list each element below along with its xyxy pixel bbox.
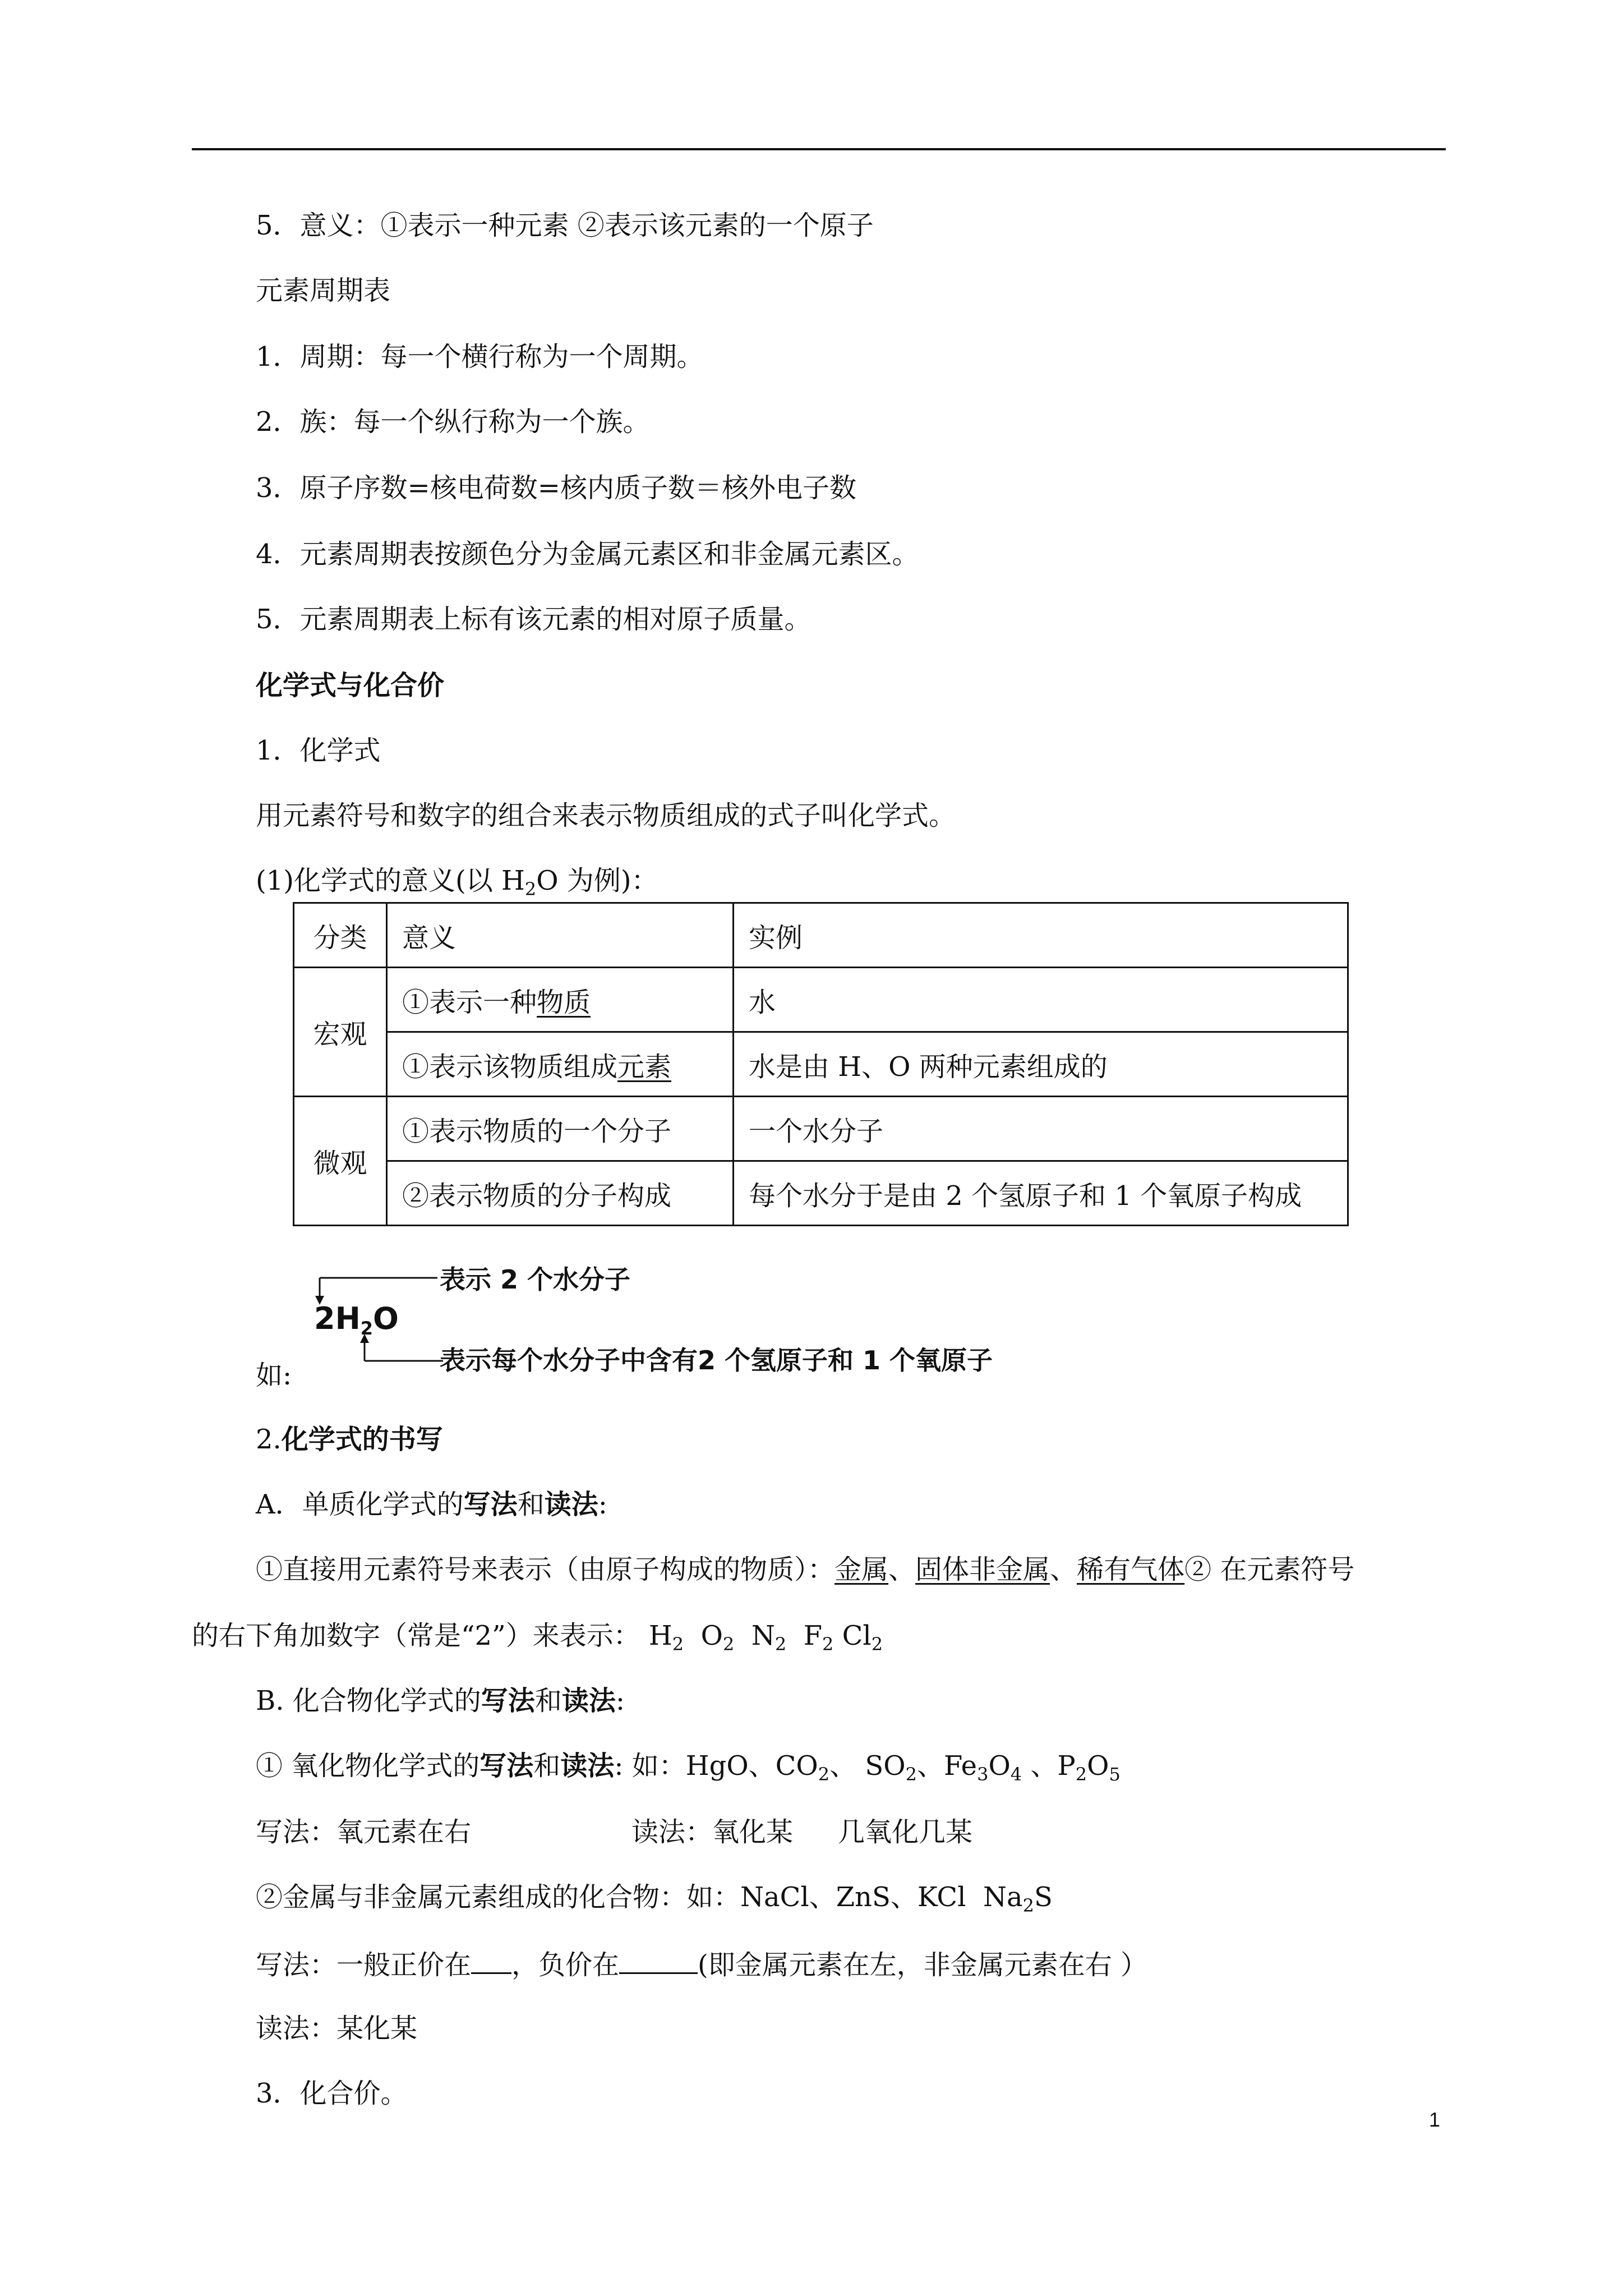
text-line: 写法：氧元素在右: [256, 1816, 472, 1848]
table-header: 意义: [387, 903, 734, 968]
table-header-row: [294, 903, 1348, 968]
meaning-cell: ①表示物质的一个分子: [387, 1097, 734, 1161]
text-line: 5．元素周期表上标有该元素的相对原子质量。: [256, 604, 811, 635]
text-line: 1．周期：每一个横行称为一个周期。: [256, 341, 704, 372]
text-line: ① 氧化物化学式的写法和读法: 如：HgO、$CO_2$、 $SO_2$、$Fe_3O_4$ 、$P_2O_5$: [256, 1750, 1121, 1785]
text-line: 2．族：每一个纵行称为一个族。: [256, 406, 650, 438]
category-cell: 微观: [294, 1097, 387, 1226]
text-line: 3．化合价。: [256, 2078, 408, 2109]
text-line: 如:: [256, 1360, 292, 1391]
example-cell: 每个水分于是由 2 个氢原子和 1 个氧原子构成: [734, 1161, 1348, 1226]
section-heading: 化学式与化合价: [256, 670, 445, 701]
text-line: 读法：氧化某 几氧化几某: [631, 1816, 973, 1848]
text-line: ②金属与非金属元素组成的化合物：如：NaCl、ZnS、KCl $Na_2S$: [256, 1881, 1053, 1916]
category-cell: 宏观: [294, 968, 387, 1097]
text-line: 的右下角加数字（常是“2”）来表示： $H_2$ $O_2$ $N_2$ $F_2$ $Cl_2$: [192, 1620, 883, 1655]
table-row: [294, 1161, 1348, 1226]
text-line: 写法：一般正价在 ，负价在 (即金属元素在左，非金属元素在右 ）: [256, 1945, 1147, 1982]
text-line: 5．意义：①表示一种元素 ②表示该元素的一个原子: [256, 210, 874, 241]
table-header: 实例: [734, 903, 1348, 968]
meaning-cell: ①表示一种物质: [387, 968, 734, 1032]
meaning-cell: ②表示物质的分子构成: [387, 1161, 734, 1226]
figure-label-bottom: 表示每个水分子中含有2 个氢原子和 1 个氧原子: [440, 1345, 993, 1375]
text-line: A．单质化学式的写法和读法:: [256, 1489, 607, 1520]
text-line: 用元素符号和数字的组合来表示物质组成的式子叫化学式。: [256, 800, 956, 831]
page-number: 1: [1429, 2108, 1441, 2131]
table-row: [294, 1097, 1348, 1161]
header-rule: [192, 148, 1446, 150]
text-line: 3．原子序数=核电荷数=核内质子数＝核外电子数: [256, 472, 856, 504]
example-cell: 水是由 H、O 两种元素组成的: [734, 1032, 1348, 1097]
example-cell: 水: [734, 968, 1348, 1032]
meaning-cell: ①表示该物质组成元素: [387, 1032, 734, 1097]
answer-blank[interactable]: [471, 1945, 511, 1974]
meaning-table: [293, 902, 1349, 1226]
water-formula: $2H_2O$: [314, 1301, 399, 1339]
answer-blank[interactable]: [619, 1945, 698, 1974]
table-row: [294, 968, 1348, 1032]
table-row: [294, 1032, 1348, 1097]
example-cell: 一个水分子: [734, 1097, 1348, 1161]
text-line: 4．元素周期表按颜色分为金属元素区和非金属元素区。: [256, 539, 919, 570]
text-line: (1)化学式的意义(以 $H_2O$ 为例)：: [256, 865, 658, 900]
text-line: ①直接用元素符号来表示（由原子构成的物质）：金属、固体非金属、稀有气体② 在元素符号: [256, 1554, 1355, 1585]
text-line: B. 化合物化学式的写法和读法:: [256, 1685, 625, 1717]
table-header: 分类: [294, 903, 387, 968]
figure-label-top: 表示 2 个水分子: [440, 1264, 631, 1295]
section-heading: 2.化学式的书写: [256, 1424, 443, 1455]
text-line: 1．化学式: [256, 735, 381, 766]
text-line: 读法：某化某: [256, 2013, 418, 2044]
text-line: 元素周期表: [256, 275, 391, 306]
